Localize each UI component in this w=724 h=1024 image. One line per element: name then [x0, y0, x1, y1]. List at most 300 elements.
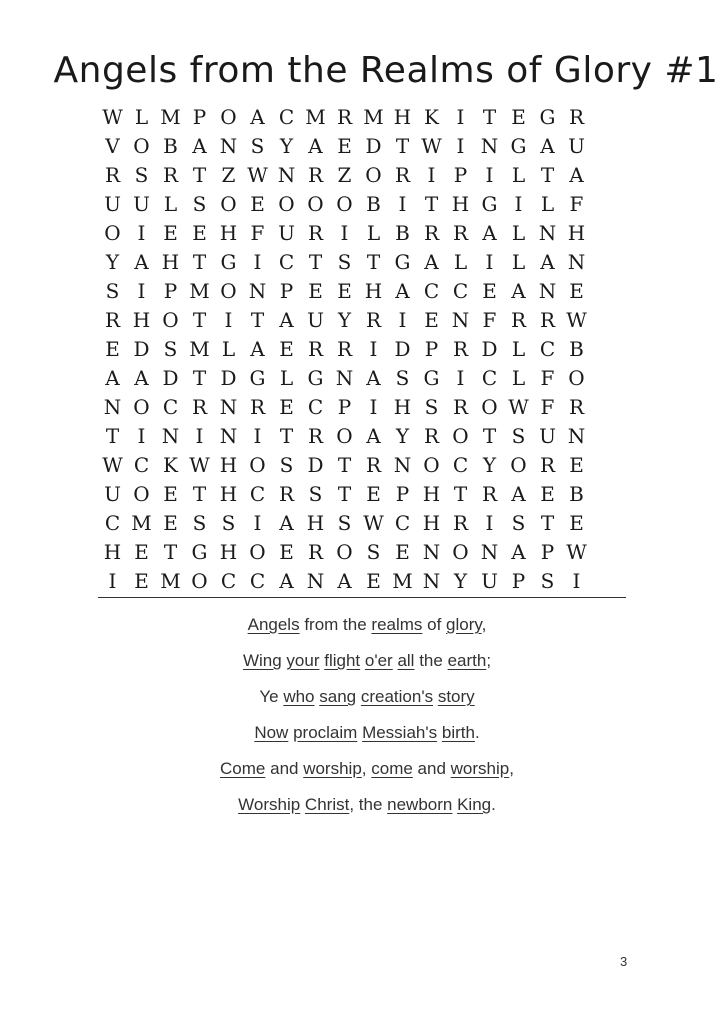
grid-letter[interactable]: R [510, 308, 527, 332]
grid-letter[interactable]: C [452, 279, 469, 303]
grid-letter[interactable]: D [481, 337, 498, 361]
grid-letter[interactable]: Z [337, 163, 352, 187]
grid-letter[interactable]: B [569, 482, 584, 506]
grid-letter[interactable]: W [508, 395, 529, 419]
hidden-word: Worship [238, 795, 301, 814]
grid-letter[interactable]: R [539, 308, 556, 332]
grid-letter[interactable]: A [134, 250, 149, 274]
grid-letter[interactable]: I [108, 569, 117, 593]
grid-letter[interactable]: K [424, 105, 439, 129]
grid-letter[interactable]: W [566, 540, 587, 564]
grid-letter[interactable]: N [567, 250, 586, 274]
grid-letter[interactable]: M [363, 105, 384, 129]
grid-letter[interactable]: H [132, 308, 151, 332]
grid-letter[interactable]: O [133, 395, 150, 419]
grid-letter[interactable]: W [247, 163, 268, 187]
grid-letter[interactable]: S [308, 482, 323, 506]
grid-letter[interactable]: R [394, 163, 411, 187]
grid-letter[interactable]: M [189, 337, 210, 361]
grid-letter[interactable]: W [189, 453, 210, 477]
grid-letter[interactable]: E [569, 279, 584, 303]
grid-letter[interactable]: A [540, 134, 555, 158]
grid-letter[interactable]: T [163, 540, 178, 564]
grid-letter[interactable]: T [540, 163, 555, 187]
grid-letter[interactable]: R [365, 453, 382, 477]
grid-letter[interactable]: U [539, 424, 556, 448]
grid-letter[interactable]: T [424, 192, 439, 216]
grid-letter[interactable]: O [191, 569, 208, 593]
grid-letter[interactable]: F [482, 308, 497, 332]
grid-letter[interactable]: E [105, 337, 120, 361]
grid-letter[interactable]: A [337, 569, 352, 593]
grid-letter[interactable]: S [511, 511, 526, 535]
grid-letter[interactable]: D [394, 337, 411, 361]
grid-letter[interactable]: R [568, 395, 585, 419]
grid-letter[interactable]: I [572, 569, 581, 593]
grid-letter[interactable]: R [423, 221, 440, 245]
grid-letter[interactable]: S [540, 569, 555, 593]
grid-letter[interactable]: I [485, 163, 494, 187]
grid-letter[interactable]: R [278, 482, 295, 506]
grid-letter[interactable]: E [511, 105, 526, 129]
grid-letter[interactable]: O [452, 540, 469, 564]
grid-letter[interactable]: U [104, 482, 121, 506]
grid-letter[interactable]: A [511, 540, 526, 564]
grid-letter[interactable]: C [162, 395, 179, 419]
grid-letter[interactable]: E [366, 569, 381, 593]
grid-letter[interactable]: O [133, 482, 150, 506]
grid-letter[interactable]: B [366, 192, 381, 216]
grid-letter[interactable]: H [103, 540, 122, 564]
grid-letter[interactable]: R [336, 105, 353, 129]
grid-letter[interactable]: O [220, 192, 237, 216]
grid-letter[interactable]: I [369, 395, 378, 419]
grid-letter[interactable]: A [395, 279, 410, 303]
grid-letter[interactable]: I [456, 105, 465, 129]
grid-letter[interactable]: P [337, 395, 352, 419]
grid-letter[interactable]: E [424, 308, 439, 332]
grid-letter[interactable]: A [250, 105, 265, 129]
grid-letter[interactable]: H [393, 395, 412, 419]
grid-letter[interactable]: K [163, 453, 178, 477]
grid-letter[interactable]: F [250, 221, 265, 245]
grid-letter[interactable]: A [511, 482, 526, 506]
grid-letter[interactable]: R [452, 337, 469, 361]
grid-letter[interactable]: Y [337, 308, 352, 332]
grid-letter[interactable]: A [105, 366, 120, 390]
grid-letter[interactable]: T [192, 482, 207, 506]
grid-letter[interactable]: Y [395, 424, 410, 448]
grid-letter[interactable]: H [451, 192, 470, 216]
grid-letter[interactable]: I [137, 279, 146, 303]
grid-letter[interactable]: O [162, 308, 179, 332]
grid-letter[interactable]: R [162, 163, 179, 187]
grid-letter[interactable]: B [395, 221, 410, 245]
grid-letter[interactable]: T [250, 308, 265, 332]
grid-letter[interactable]: A [279, 511, 294, 535]
grid-letter[interactable]: O [336, 540, 353, 564]
grid-letter[interactable]: N [248, 279, 267, 303]
grid-letter[interactable]: I [514, 192, 523, 216]
grid-letter[interactable]: N [161, 424, 180, 448]
grid-letter[interactable]: F [540, 366, 555, 390]
grid-letter[interactable]: C [452, 453, 469, 477]
grid-letter[interactable]: M [392, 569, 413, 593]
grid-letter[interactable]: A [250, 337, 265, 361]
grid-letter[interactable]: C [249, 569, 266, 593]
grid-letter[interactable]: I [137, 221, 146, 245]
grid-letter[interactable]: N [422, 569, 441, 593]
grid-letter[interactable]: R [568, 105, 585, 129]
grid-letter[interactable]: C [278, 250, 295, 274]
grid-letter[interactable]: H [306, 511, 325, 535]
grid-letter[interactable]: G [191, 540, 208, 564]
grid-letter[interactable]: P [192, 105, 207, 129]
grid-letter[interactable]: P [424, 337, 439, 361]
grid-letter[interactable]: F [540, 395, 555, 419]
grid-letter[interactable]: I [369, 337, 378, 361]
grid-letter[interactable]: A [308, 134, 323, 158]
grid-letter[interactable]: T [482, 105, 497, 129]
grid-letter[interactable]: R [365, 308, 382, 332]
grid-letter[interactable]: O [104, 221, 121, 245]
grid-letter[interactable]: N [103, 395, 122, 419]
grid-letter[interactable]: E [134, 540, 149, 564]
grid-letter[interactable]: Y [482, 453, 497, 477]
grid-letter[interactable]: T [279, 424, 294, 448]
grid-letter[interactable]: V [105, 134, 120, 158]
grid-letter[interactable]: M [160, 569, 181, 593]
grid-letter[interactable]: R [423, 424, 440, 448]
grid-letter[interactable]: I [137, 424, 146, 448]
grid-letter[interactable]: H [422, 482, 441, 506]
grid-letter[interactable]: L [453, 250, 468, 274]
grid-letter[interactable]: L [366, 221, 381, 245]
grid-letter[interactable]: S [192, 511, 207, 535]
grid-letter[interactable]: N [335, 366, 354, 390]
grid-letter[interactable]: E [163, 221, 178, 245]
grid-letter[interactable]: I [224, 308, 233, 332]
grid-letter[interactable]: A [134, 366, 149, 390]
grid-letter[interactable]: T [337, 453, 352, 477]
grid-letter[interactable]: S [337, 250, 352, 274]
verse-fragment: . [491, 795, 496, 814]
grid-letter[interactable]: S [163, 337, 178, 361]
grid-letter[interactable]: R [307, 540, 324, 564]
grid-letter[interactable]: N [451, 308, 470, 332]
grid-letter[interactable]: O [220, 105, 237, 129]
grid-letter[interactable]: N [567, 424, 586, 448]
grid-letter[interactable]: M [305, 105, 326, 129]
grid-letter[interactable]: I [253, 250, 262, 274]
grid-letter[interactable]: E [279, 395, 294, 419]
verse-fragment: , [361, 759, 372, 778]
grid-letter[interactable]: M [131, 511, 152, 535]
grid-letter[interactable]: A [540, 250, 555, 274]
grid-letter[interactable]: S [424, 395, 439, 419]
grid-letter[interactable]: L [279, 366, 294, 390]
grid-letter[interactable]: W [102, 453, 123, 477]
grid-letter[interactable]: C [278, 105, 295, 129]
grid-letter[interactable]: D [307, 453, 324, 477]
grid-letter[interactable]: C [307, 395, 324, 419]
grid-letter[interactable]: H [567, 221, 586, 245]
grid-letter[interactable]: T [453, 482, 468, 506]
grid-letter[interactable]: L [511, 221, 526, 245]
grid-letter[interactable]: G [481, 192, 498, 216]
grid-letter[interactable]: G [539, 105, 556, 129]
grid-letter[interactable]: G [249, 366, 266, 390]
grid-letter[interactable]: T [482, 424, 497, 448]
grid-letter[interactable]: D [133, 337, 150, 361]
grid-letter[interactable]: E [337, 279, 352, 303]
grid-letter[interactable]: S [105, 279, 120, 303]
grid-letter[interactable]: I [456, 134, 465, 158]
grid-letter[interactable]: L [134, 105, 149, 129]
grid-letter[interactable]: A [279, 569, 294, 593]
grid-letter[interactable]: S [221, 511, 236, 535]
grid-letter[interactable]: M [189, 279, 210, 303]
grid-letter[interactable]: G [307, 366, 324, 390]
grid-letter[interactable]: N [219, 424, 238, 448]
grid-letter[interactable]: E [337, 134, 352, 158]
grid-letter[interactable]: R [104, 308, 121, 332]
verse-fragment: , [509, 759, 514, 778]
grid-letter[interactable]: E [192, 221, 207, 245]
grid-letter[interactable]: N [422, 540, 441, 564]
verse-line [0, 718, 724, 754]
grid-letter[interactable]: S [395, 366, 410, 390]
grid-letter[interactable]: G [423, 366, 440, 390]
grid-letter[interactable]: O [336, 192, 353, 216]
grid-letter[interactable]: R [452, 395, 469, 419]
grid-letter[interactable]: G [394, 250, 411, 274]
grid-letter[interactable]: S [279, 453, 294, 477]
grid-letter[interactable]: Y [453, 569, 468, 593]
grid-letter[interactable]: W [363, 511, 384, 535]
grid-letter[interactable]: I [427, 163, 436, 187]
grid-letter[interactable]: C [249, 482, 266, 506]
grid-letter[interactable]: D [220, 366, 237, 390]
grid-letter[interactable]: P [279, 279, 294, 303]
grid-letter[interactable]: A [279, 308, 294, 332]
grid-letter[interactable]: A [482, 221, 497, 245]
verse-fragment: and [412, 759, 451, 778]
grid-letter[interactable]: E [250, 192, 265, 216]
grid-letter[interactable]: H [161, 250, 180, 274]
verse-fragment: and [265, 759, 304, 778]
grid-letter[interactable]: H [219, 221, 238, 245]
grid-letter[interactable]: H [393, 105, 412, 129]
grid-letter[interactable]: I [253, 511, 262, 535]
grid-letter[interactable]: P [163, 279, 178, 303]
grid-letter[interactable]: L [511, 250, 526, 274]
grid-letter[interactable]: E [279, 540, 294, 564]
grid-letter[interactable]: T [395, 134, 410, 158]
grid-letter[interactable]: D [162, 366, 179, 390]
grid-letter[interactable]: A [424, 250, 439, 274]
hidden-word: Angels [247, 615, 300, 634]
grid-letter[interactable]: O [365, 163, 382, 187]
grid-letter[interactable]: Y [279, 134, 294, 158]
grid-letter[interactable]: C [423, 279, 440, 303]
grid-letter[interactable]: O [423, 453, 440, 477]
grid-letter[interactable]: O [249, 540, 266, 564]
grid-letter[interactable]: O [249, 453, 266, 477]
grid-letter[interactable]: P [395, 482, 410, 506]
grid-letter[interactable]: C [394, 511, 411, 535]
grid-letter[interactable]: R [191, 395, 208, 419]
grid-letter[interactable]: R [307, 424, 324, 448]
grid-letter[interactable]: R [452, 221, 469, 245]
grid-letter[interactable]: E [366, 482, 381, 506]
grid-letter[interactable]: H [219, 482, 238, 506]
grid-letter[interactable]: E [569, 453, 584, 477]
grid-letter[interactable]: H [364, 279, 383, 303]
grid-letter[interactable]: U [481, 569, 498, 593]
grid-letter[interactable]: M [160, 105, 181, 129]
grid-letter[interactable]: O [568, 366, 585, 390]
grid-letter[interactable]: R [104, 163, 121, 187]
grid-letter[interactable]: E [540, 482, 555, 506]
grid-letter[interactable]: E [569, 511, 584, 535]
grid-letter[interactable]: I [485, 250, 494, 274]
grid-letter[interactable]: E [482, 279, 497, 303]
grid-letter[interactable]: T [192, 308, 207, 332]
grid-letter[interactable]: N [538, 221, 557, 245]
grid-letter[interactable]: N [538, 279, 557, 303]
grid-letter[interactable]: O [133, 134, 150, 158]
grid-letter[interactable]: L [163, 192, 178, 216]
grid-letter[interactable]: S [192, 192, 207, 216]
grid-letter[interactable]: E [163, 482, 178, 506]
grid-letter[interactable]: S [134, 163, 149, 187]
grid-letter[interactable]: H [422, 511, 441, 535]
grid-letter[interactable]: E [308, 279, 323, 303]
grid-letter[interactable]: N [393, 453, 412, 477]
grid-letter[interactable]: L [540, 192, 555, 216]
grid-letter[interactable]: I [456, 366, 465, 390]
grid-letter[interactable]: O [278, 192, 295, 216]
grid-letter[interactable]: U [133, 192, 150, 216]
grid-letter[interactable]: R [249, 395, 266, 419]
grid-letter[interactable]: T [308, 250, 323, 274]
grid-letter[interactable]: L [511, 163, 526, 187]
grid-letter[interactable]: I [485, 511, 494, 535]
grid-letter[interactable]: Z [221, 163, 236, 187]
grid-letter[interactable]: H [219, 453, 238, 477]
grid-letter[interactable]: L [511, 337, 526, 361]
grid-letter[interactable]: D [365, 134, 382, 158]
grid-letter[interactable]: C [133, 453, 150, 477]
grid-letter[interactable]: O [481, 395, 498, 419]
grid-letter[interactable]: S [511, 424, 526, 448]
grid-letter[interactable]: A [511, 279, 526, 303]
grid-letter[interactable]: I [398, 192, 407, 216]
grid-letter[interactable]: N [219, 134, 238, 158]
grid-letter[interactable]: I [398, 308, 407, 332]
grid-letter[interactable]: E [163, 511, 178, 535]
grid-letter[interactable]: I [195, 424, 204, 448]
grid-letter[interactable]: B [163, 134, 178, 158]
grid-letter[interactable]: T [366, 250, 381, 274]
grid-letter[interactable]: W [421, 134, 442, 158]
grid-letter[interactable]: S [337, 511, 352, 535]
grid-letter[interactable]: I [340, 221, 349, 245]
grid-letter[interactable]: U [307, 308, 324, 332]
grid-letter[interactable]: C [104, 511, 121, 535]
grid-letter[interactable]: T [192, 366, 207, 390]
grid-letter[interactable]: H [219, 540, 238, 564]
grid-letter[interactable]: T [540, 511, 555, 535]
grid-letter[interactable]: O [336, 424, 353, 448]
grid-letter[interactable]: A [366, 366, 381, 390]
grid-letter[interactable]: C [539, 337, 556, 361]
grid-letter[interactable]: N [306, 569, 325, 593]
grid-letter[interactable]: R [481, 482, 498, 506]
grid-letter[interactable]: T [337, 482, 352, 506]
verse-fragment: ; [486, 651, 492, 670]
grid-letter[interactable]: S [366, 540, 381, 564]
grid-letter[interactable]: R [307, 163, 324, 187]
grid-letter[interactable]: Y [105, 250, 120, 274]
grid-letter[interactable]: U [104, 192, 121, 216]
grid-letter[interactable]: E [134, 569, 149, 593]
grid-letter[interactable]: T [192, 250, 207, 274]
grid-letter[interactable]: T [105, 424, 120, 448]
grid-letter[interactable]: C [220, 569, 237, 593]
grid-letter[interactable]: O [307, 192, 324, 216]
grid-letter[interactable]: N [277, 163, 296, 187]
grid-letter[interactable]: L [511, 366, 526, 390]
grid-letter[interactable]: W [102, 105, 123, 129]
grid-letter[interactable]: R [539, 453, 556, 477]
grid-letter[interactable]: O [220, 279, 237, 303]
verse-line [0, 682, 724, 718]
grid-letter[interactable]: R [307, 221, 324, 245]
grid-letter[interactable]: U [278, 221, 295, 245]
grid-letter[interactable]: W [566, 308, 587, 332]
grid-letter[interactable]: T [192, 163, 207, 187]
grid-letter[interactable]: R [452, 511, 469, 535]
grid-letter[interactable]: U [568, 134, 585, 158]
grid-letter[interactable]: A [569, 163, 584, 187]
grid-letter[interactable]: S [250, 134, 265, 158]
grid-letter[interactable]: O [452, 424, 469, 448]
grid-letter[interactable]: R [336, 337, 353, 361]
grid-letter[interactable]: G [510, 134, 527, 158]
grid-letter[interactable]: N [480, 134, 499, 158]
grid-letter[interactable]: C [481, 366, 498, 390]
grid-letter[interactable]: I [253, 424, 262, 448]
grid-letter[interactable]: E [395, 540, 410, 564]
grid-letter[interactable]: P [511, 569, 526, 593]
grid-letter[interactable]: N [480, 540, 499, 564]
grid-letter[interactable]: A [192, 134, 207, 158]
grid-letter[interactable]: F [569, 192, 584, 216]
grid-letter[interactable]: L [221, 337, 236, 361]
grid-letter[interactable]: G [220, 250, 237, 274]
grid-letter[interactable]: N [219, 395, 238, 419]
grid-letter[interactable]: B [569, 337, 584, 361]
grid-letter[interactable]: P [540, 540, 555, 564]
grid-letter[interactable]: O [510, 453, 527, 477]
grid-letter[interactable]: P [453, 163, 468, 187]
grid-letter[interactable]: A [366, 424, 381, 448]
grid-letter[interactable]: R [307, 337, 324, 361]
grid-letter[interactable]: E [279, 337, 294, 361]
grid-row [98, 190, 626, 219]
